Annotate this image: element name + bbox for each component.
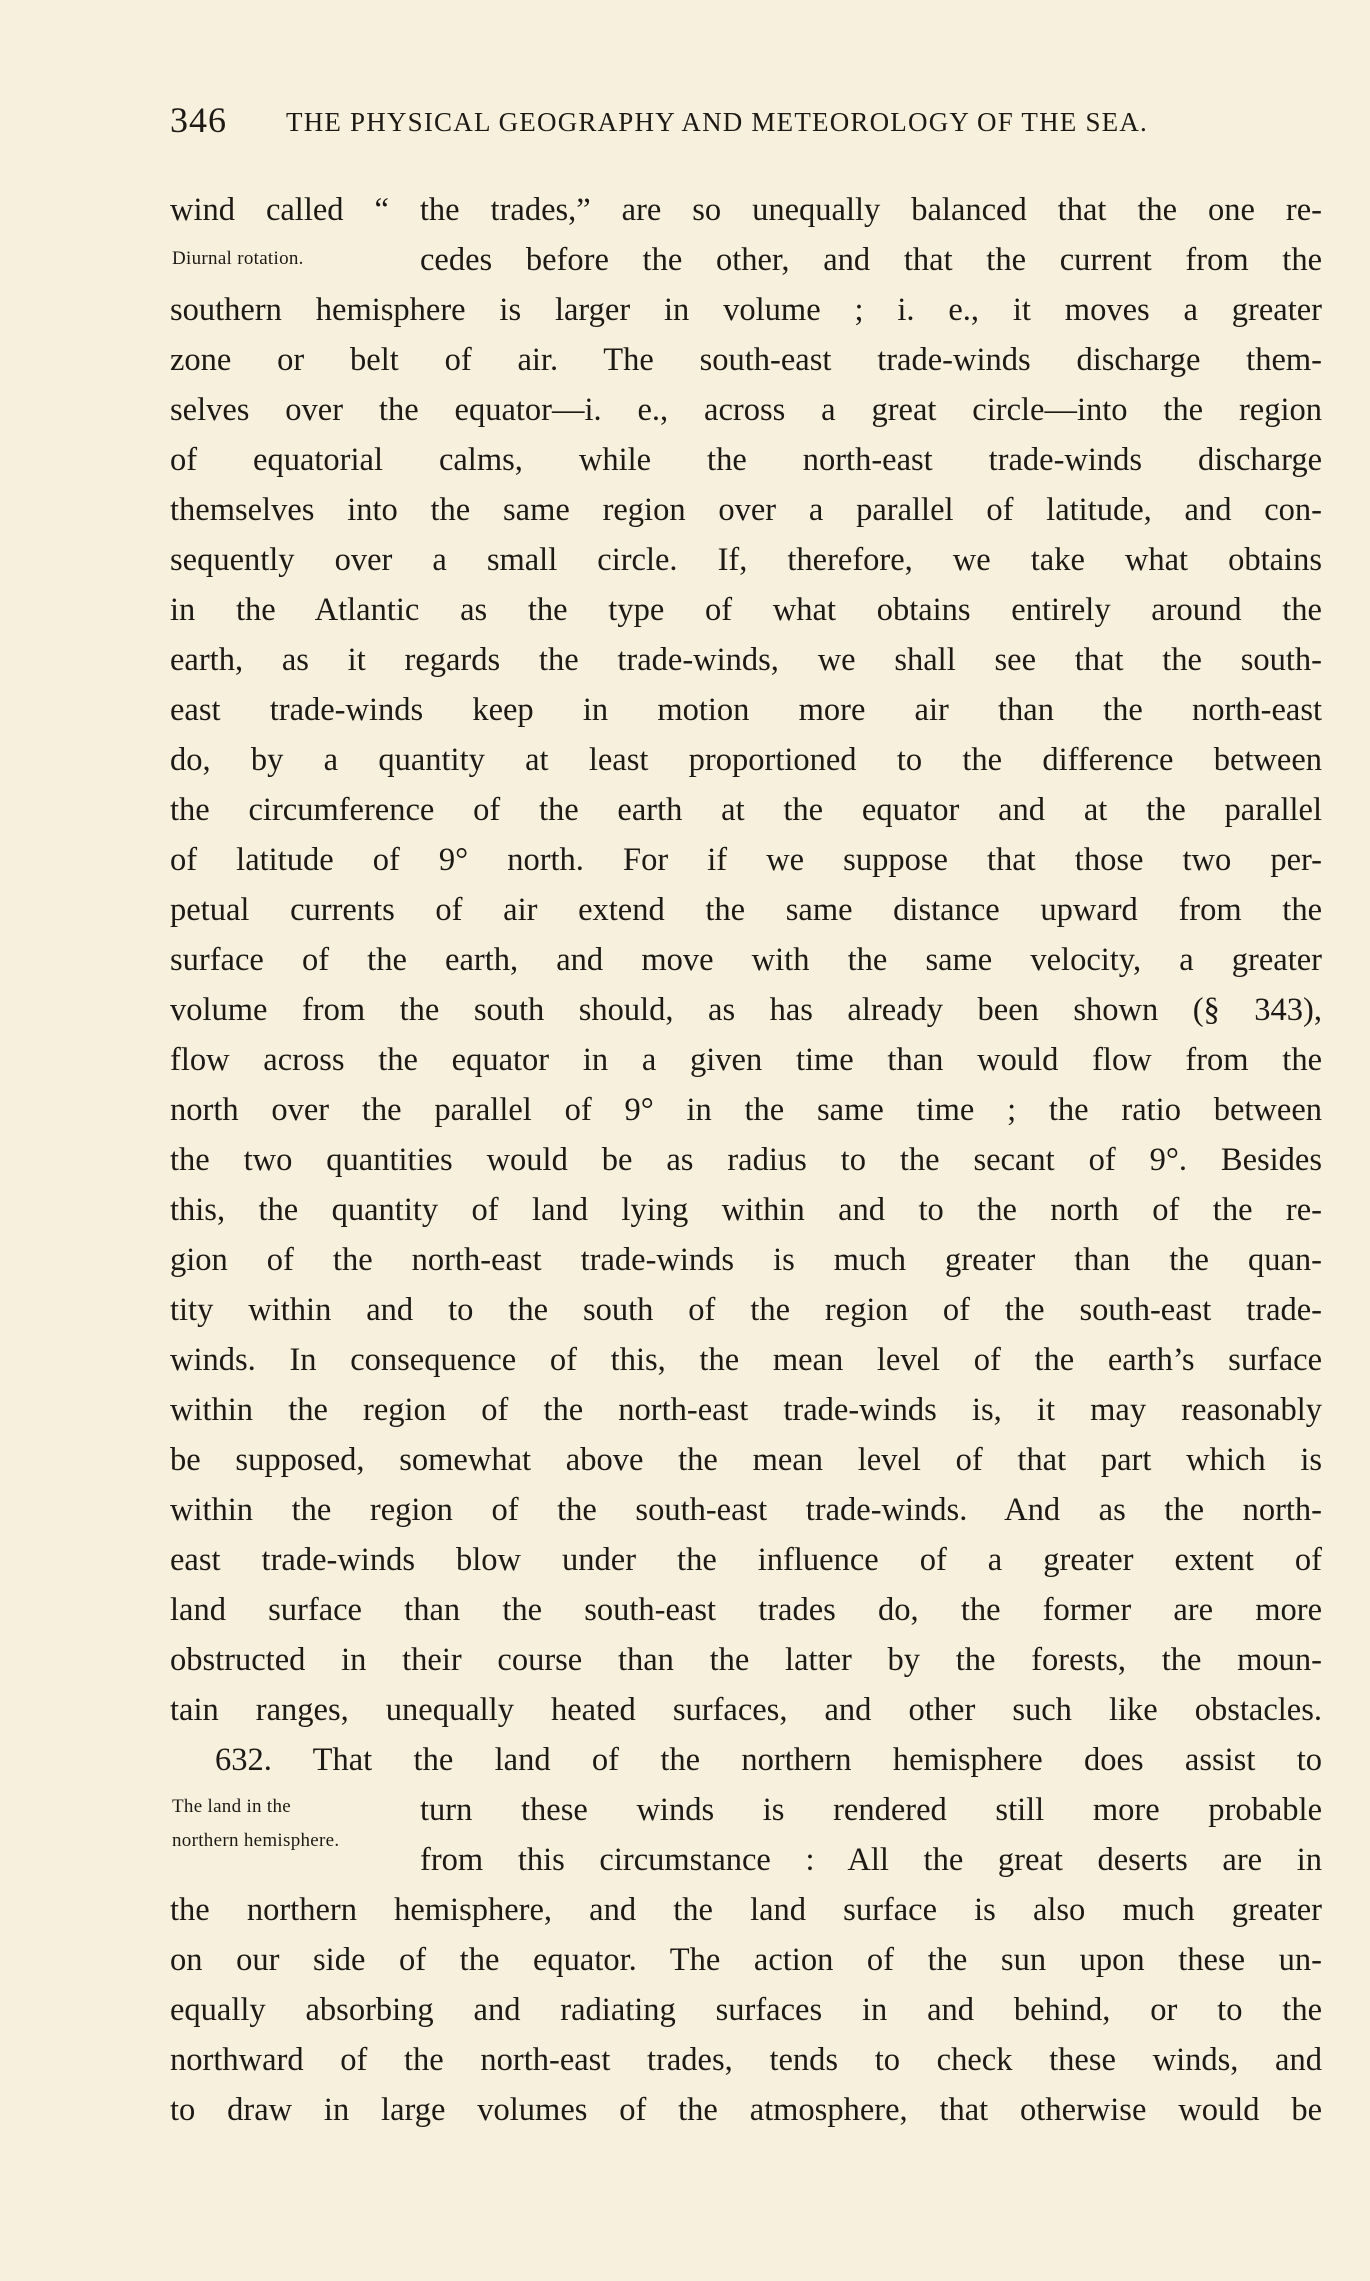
- page-number: 346: [170, 100, 227, 140]
- page-header: [170, 95, 1270, 145]
- text-line-18: flow across the equator in a given time than would flow from the: [170, 1042, 1322, 1078]
- text-line-11: east trade-winds keep in motion more air than the north-east: [170, 692, 1322, 728]
- text-line-3: southern hemisphere is larger in volume ; i. e., it moves a greater: [170, 292, 1322, 328]
- text-line-2: cedes before the other, and that the current from the: [420, 242, 1322, 278]
- text-line-14: of latitude of 9° north. For if we suppose that those two per-: [170, 842, 1322, 878]
- text-line-31: tain ranges, unequally heated surfaces, and other such like obstacles.: [170, 1692, 1322, 1728]
- text-line-38: northward of the north-east trades, tends to check these winds, and: [170, 2042, 1322, 2078]
- text-line-9: in the Atlantic as the type of what obtains entirely around the: [170, 592, 1322, 628]
- margin-note-land-line-1: The land in the: [172, 1796, 291, 1817]
- text-line-17: volume from the south should, as has already been shown (§ 343),: [170, 992, 1322, 1028]
- text-line-28: east trade-winds blow under the influence of a greater extent of: [170, 1542, 1322, 1578]
- text-line-24: winds. In consequence of this, the mean level of the earth’s surface: [170, 1342, 1322, 1378]
- text-line-36: on our side of the equator. The action of the sun upon these un-: [170, 1942, 1322, 1978]
- text-line-23: tity within and to the south of the region of the south-east trade-: [170, 1292, 1322, 1328]
- text-line-16: surface of the earth, and move with the same velocity, a greater: [170, 942, 1322, 978]
- text-line-19: north over the parallel of 9° in the same time ; the ratio between: [170, 1092, 1322, 1128]
- text-line-32-paragraph-632: 632. That the land of the northern hemisphere does assist to: [215, 1742, 1322, 1778]
- margin-note-land-line-2: northern hemisphere.: [172, 1830, 340, 1851]
- text-line-35: the northern hemisphere, and the land surface is also much greater: [170, 1892, 1322, 1928]
- text-line-37: equally absorbing and radiating surfaces in and behind, or to the: [170, 1992, 1322, 2028]
- running-head: THE PHYSICAL GEOGRAPHY AND METEOROLOGY OF THE SEA.: [286, 107, 1149, 137]
- text-line-26: be supposed, somewhat above the mean level of that part which is: [170, 1442, 1322, 1478]
- text-line-33: turn these winds is rendered still more probable: [420, 1792, 1322, 1828]
- text-line-25: within the region of the north-east trade-winds is, it may reasonably: [170, 1392, 1322, 1428]
- text-line-34: from this circumstance : All the great deserts are in: [420, 1842, 1322, 1878]
- text-line-29: land surface than the south-east trades do, the former are more: [170, 1592, 1322, 1628]
- text-line-39: to draw in large volumes of the atmosphere, that otherwise would be: [170, 2092, 1322, 2128]
- text-line-15: petual currents of air extend the same distance upward from the: [170, 892, 1322, 928]
- margin-note-diurnal-rotation: Diurnal rotation.: [172, 248, 304, 269]
- text-line-21: this, the quantity of land lying within and to the north of the re-: [170, 1192, 1322, 1228]
- text-line-8: sequently over a small circle. If, therefore, we take what obtains: [170, 542, 1322, 578]
- text-line-20: the two quantities would be as radius to the secant of 9°. Besides: [170, 1142, 1322, 1178]
- text-line-30: obstructed in their course than the latter by the forests, the moun-: [170, 1642, 1322, 1678]
- text-line-7: themselves into the same region over a parallel of latitude, and con-: [170, 492, 1322, 528]
- text-line-5: selves over the equator—i. e., across a great circle—into the region: [170, 392, 1322, 428]
- text-line-13: the circumference of the earth at the equator and at the parallel: [170, 792, 1322, 828]
- text-line-27: within the region of the south-east trade-winds. And as the north-: [170, 1492, 1322, 1528]
- text-line-1: wind called “ the trades,” are so unequally balanced that the one re-: [170, 192, 1322, 228]
- text-line-22: gion of the north-east trade-winds is much greater than the quan-: [170, 1242, 1322, 1278]
- text-line-10: earth, as it regards the trade-winds, we shall see that the south-: [170, 642, 1322, 678]
- text-line-12: do, by a quantity at least proportioned to the difference between: [170, 742, 1322, 778]
- text-line-4: zone or belt of air. The south-east trade-winds discharge them-: [170, 342, 1322, 378]
- text-line-6: of equatorial calms, while the north-east trade-winds discharge: [170, 442, 1322, 478]
